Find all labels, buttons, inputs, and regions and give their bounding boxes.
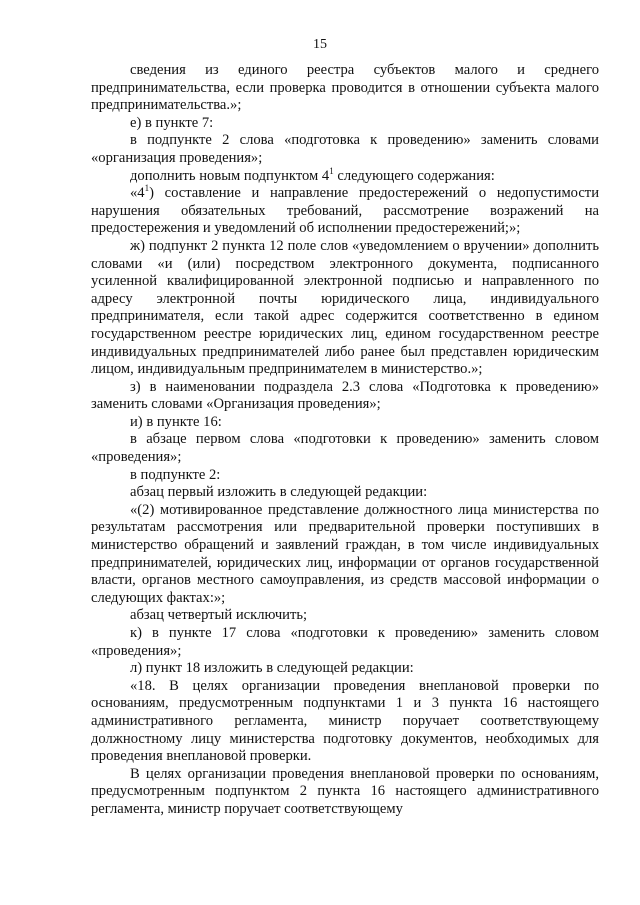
paragraph: и) в пункте 16: (130, 413, 222, 430)
paragraph: з) в наименовании подраздела 2.3 слова «Подготовка к проведению» заменить словами «Организация проведения»; (91, 378, 599, 413)
paragraph-text: следующего содержания: (333, 167, 495, 184)
paragraph: В целях организации проведения внеплановой проверки по основаниям, предусмотренным подпунктом 2 пункта 16 настоящего административного регламента, министр поручает соответствующему (91, 765, 599, 817)
paragraph: в абзаце первом слова «подготовки к проведению» заменить словом «проведения»; (91, 431, 599, 466)
paragraph: ж) подпункт 2 пункта 12 поле слов «уведомлением о вручении» дополнить словами «и (или) посредством электронного документа, подписанного усиленной квалифицированной электронной подписью и направленного по адресу электронной почты юридического лица, индивидуального предпринимателя, если такой адрес содержится соответственно в едином государственном реестре юридических лиц, едином государственном реестре индивидуальных предпринимателей либо ранее был представлен юридическим лицом, индивидуальным предпринимателем в министерство.»; (91, 237, 599, 378)
paragraph (91, 165, 599, 186)
paragraph: абзац четвертый исключить; (130, 607, 308, 624)
paragraph: е) в пункте 7: (130, 114, 214, 131)
paragraph: абзац первый изложить в следующей редакции: (130, 484, 428, 501)
paragraph (91, 185, 599, 238)
paragraph: сведения из единого реестра субъектов малого и среднего предпринимательства, если проверка проводится в отношении субъекта малого предпринимательства.»; (91, 62, 599, 114)
paragraph: в подпункте 2 слова «подготовка к проведению» заменить словами «организация проведения»; (91, 132, 599, 166)
page-number: 15 (313, 37, 327, 52)
document-body (91, 62, 599, 819)
paragraph-text: ) составление и направление предостережений о недопустимости нарушения обязательных требований, рассмотрение возражений на предостережения и уведомлений об исполнении предостережений;»; (91, 185, 599, 237)
superscript: 1 (144, 183, 150, 194)
paragraph: в подпункте 2: (130, 466, 221, 483)
paragraph: «18. В целях организации проведения внеплановой проверки по основаниям, предусмотренным подпунктами 1 и 3 пункта 16 настоящего административного регламента, министр поручает соответствующему должностному лицу министерства подготовку документов, необходимых для проведения внеплановой проверки. (91, 677, 599, 765)
paragraph-text: «4 (130, 185, 145, 202)
paragraph-text: дополнить новым подпунктом 4 (130, 167, 330, 184)
paragraph: «(2) мотивированное представление должностного лица министерства по результатам рассмотрения или предварительной проверки поступивших в министерство обращений и заявлений граждан, в том числе индивидуальных предпринимателей, юридических лиц, информации от органов государственной власти, органов местного самоуправления, из средств массовой информации о следующих фактах:»; (91, 501, 599, 606)
paragraph: л) пункт 18 изложить в следующей редакции: (130, 660, 414, 677)
superscript: 1 (329, 165, 334, 176)
paragraph: к) в пункте 17 слова «подготовки к проведению» заменить словом «проведения»; (91, 625, 599, 659)
